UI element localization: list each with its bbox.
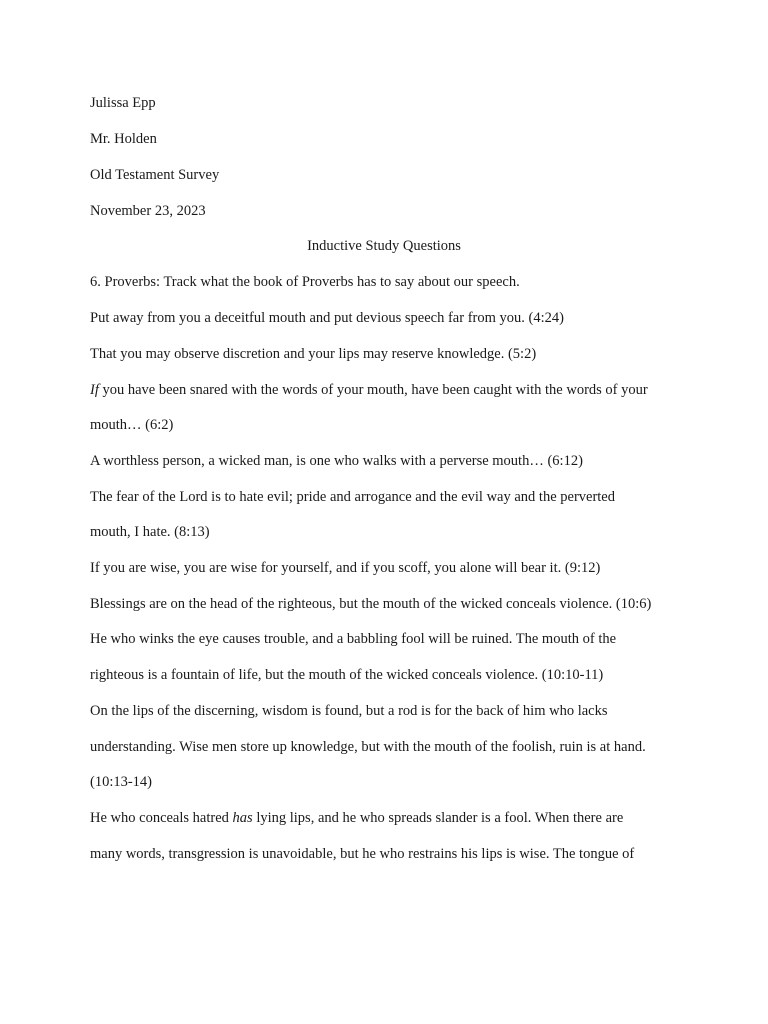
paragraph-line: If you are wise, you are wise for yourself, and if you scoff, you alone will bear it. (9:12) [90,560,601,576]
paragraph-line: mouth, I hate. (8:13) [90,524,210,540]
paragraph-line: mouth… (6:2) [90,417,174,433]
document-title: Inductive Study Questions [307,238,461,254]
paragraph-line: (10:13-14) [90,774,153,790]
paragraph-line [90,809,690,827]
paragraph-text: you have been snared with the words of your mouth, have been caught with the words of your [98,382,648,398]
italic-word: If [90,382,99,398]
paragraph-line: Put away from you a deceitful mouth and put devious speech far from you. (4:24) [90,310,564,326]
teacher-name: Mr. Holden [90,131,157,147]
paragraph-line: righteous is a fountain of life, but the mouth of the wicked conceals violence. (10:10-11) [90,667,604,683]
paragraph-line: many words, transgression is unavoidable, but he who restrains his lips is wise. The tongue of [90,846,635,862]
document-date: November 23, 2023 [90,203,206,219]
paragraph-line: The fear of the Lord is to hate evil; pride and arrogance and the evil way and the perverted [90,489,615,505]
paragraph-line: He who winks the eye causes trouble, and a babbling fool will be ruined. The mouth of the [90,631,617,647]
paragraph-line: understanding. Wise men store up knowledge, but with the mouth of the foolish, ruin is at hand. [90,739,646,755]
paragraph-line: A worthless person, a wicked man, is one who walks with a perverse mouth… (6:12) [90,453,583,469]
student-name: Julissa Epp [90,95,156,111]
course-name: Old Testament Survey [90,167,220,183]
paragraph-line: Blessings are on the head of the righteous, but the mouth of the wicked conceals violence. (10:6) [90,596,652,612]
paragraph-line: On the lips of the discerning, wisdom is found, but a rod is for the back of him who lacks [90,703,608,719]
paragraph-line: That you may observe discretion and your lips may reserve knowledge. (5:2) [90,346,537,362]
paragraph-line [90,381,690,399]
paragraph-text: lying lips, and he who spreads slander is a fool. When there are [252,810,624,826]
italic-word: has [232,810,253,826]
question-line: 6. Proverbs: Track what the book of Proverbs has to say about our speech. [90,274,520,290]
paragraph-text: He who conceals hatred [90,810,233,826]
